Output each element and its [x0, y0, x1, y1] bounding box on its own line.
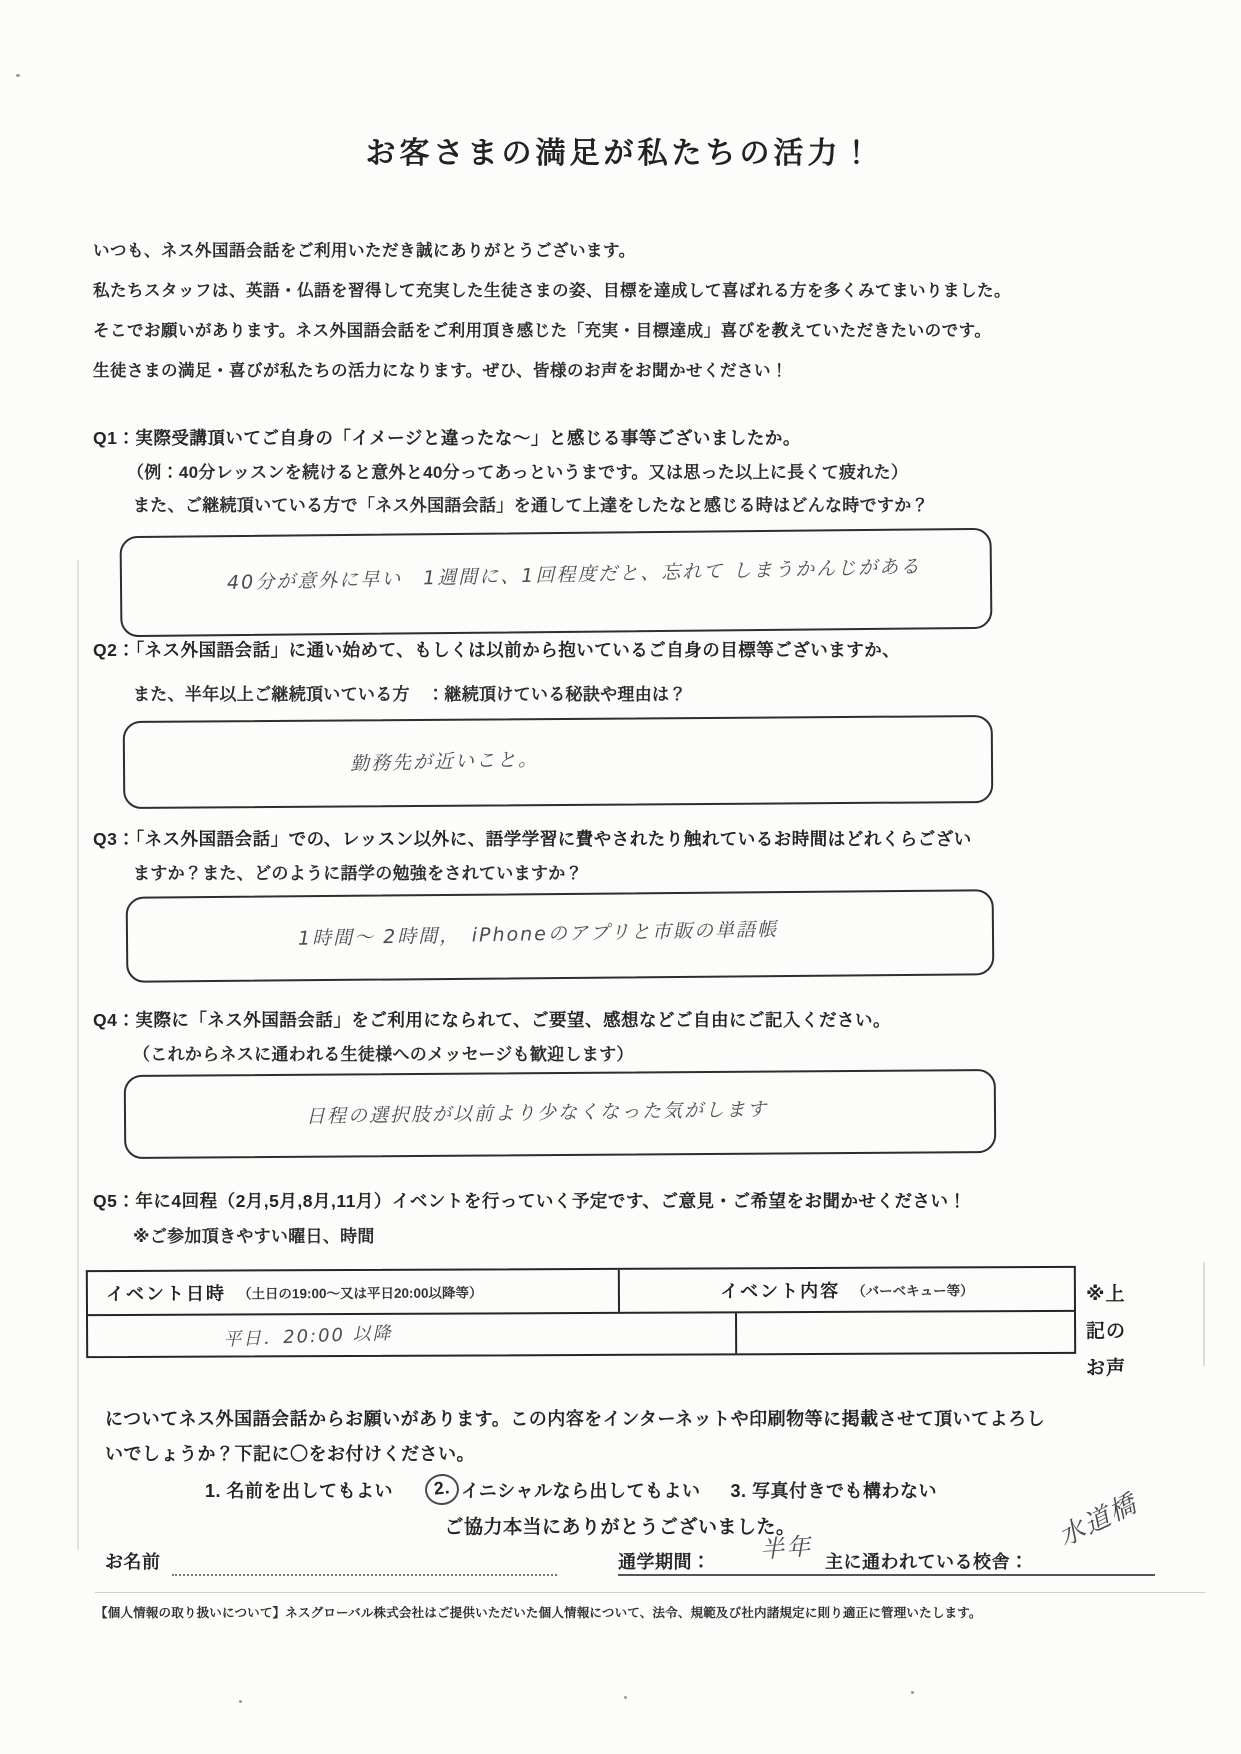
q3-answer-box	[126, 889, 995, 983]
side-note-line: ※上	[1086, 1284, 1126, 1305]
intro-line: 私たちスタッフは、英語・仏語を習得して充実した生徒さまの姿、目標を達成して喜ばれる方を多くみてまいりました。	[93, 282, 1011, 300]
period-handwritten-value: 半年	[759, 1532, 814, 1564]
scan-streak-left	[77, 560, 79, 1550]
thanks-line-wrap	[90, 1512, 1150, 1539]
q1-handwritten-answer: 40分が意外に早い 1週間に、1回程度だと、忘れて しまうかんじがある	[226, 555, 922, 595]
q1-answer-box	[120, 528, 993, 637]
page-title: お客さまの満足が私たちの活力！	[365, 137, 876, 170]
event-datetime-note: （土日の19:00～又は平日20:00以降等）	[237, 1285, 483, 1302]
consent-option-2-number: 2.	[432, 1477, 451, 1499]
scan-streak-right	[1203, 1262, 1205, 1366]
q1-example: （例：40分レッスンを続けると意外と40分ってあっというまです。又は思った以上に長くて疲れた）	[127, 463, 909, 482]
q4-answer-box	[124, 1069, 997, 1159]
consent-option-2-label: イニシャルなら出してもよい	[461, 1480, 701, 1501]
name-label: お名前	[105, 1552, 161, 1572]
event-content-header: イベント内容	[720, 1280, 841, 1302]
q2-question: Q2：「ネス外国語会話」に通い始めて、もしくは以前から抱いているご自身の目標等ございますか、	[93, 640, 901, 660]
q4-note: （これからネスに通われる生徒様へのメッセージも歓迎します）	[133, 1045, 634, 1064]
q4-handwritten-answer: 日程の選択肢が以前より少なくなった気がします	[305, 1098, 769, 1128]
event-datetime-handwritten-answer: 平日．20:00 以降	[222, 1322, 394, 1351]
q2-question-cont: また、半年以上ご継続頂いている方 ：継続頂けている秘訣や理由は？	[133, 685, 687, 704]
intro-line: 生徒さまの満足・喜びが私たちの活力になります。ぜひ、皆様のお声をお聞かせください！	[93, 362, 789, 380]
q4-question: Q4：実際に「ネス外国語会話」をご利用になられて、ご要望、感想などご自由にご記入ください。	[93, 1010, 891, 1030]
school-underline	[825, 1556, 1155, 1576]
q2-answer-box	[123, 715, 994, 809]
consent-option-3: 3. 写真付きでも構わない	[730, 1480, 937, 1501]
event-content-header-cell	[620, 1268, 1074, 1312]
scan-speck	[911, 1691, 914, 1694]
scan-speck	[16, 74, 20, 77]
q3-handwritten-answer: 1時間～ 2時間， iPhoneのアプリと市販の単語帳	[297, 918, 779, 950]
q3-question-cont: ますか？また、どのように語学の勉強をされていますか？	[133, 864, 583, 883]
consent-options	[205, 1474, 937, 1505]
side-note-line: 記の	[1086, 1321, 1127, 1342]
period-label: 通学期間：	[618, 1552, 711, 1572]
intro-line: いつも、ネス外国語会話をご利用いただき誠にありがとうございます。	[93, 242, 636, 260]
q2-handwritten-answer: 勤務先が近いこと。	[349, 748, 540, 776]
q5-note: ※ご参加頂きやすい曜日、時間	[133, 1227, 375, 1246]
privacy-note-wrap	[95, 1592, 1205, 1622]
handwritten-circle-icon	[423, 1472, 460, 1506]
name-underline	[172, 1556, 557, 1576]
consent-option-1: 1. 名前を出してもよい	[205, 1480, 394, 1501]
q1-question-cont: また、ご継続頂いている方で「ネス外国語会話」を通して上達をしたなと感じる時はどんな時ですか？	[133, 496, 929, 515]
thanks-line: ご協力本当にありがとうございました。	[444, 1517, 796, 1538]
intro-line: そこでお願いがあります。ネス外国語会話をご利用頂き感じた「充実・目標達成」喜びを教えていただきたいのです。	[93, 322, 992, 340]
school-handwritten-value: 水道橋	[1053, 1488, 1143, 1553]
event-table-header-row	[88, 1268, 1074, 1316]
q5-question: Q5：年に4回程（2月,5月,8月,11月）イベントを行っていく予定です、ご意見・ご希望をお聞かせください！	[93, 1191, 967, 1211]
scan-speck	[239, 1700, 242, 1703]
q3-question: Q3：「ネス外国語会話」での、レッスン以外に、語学学習に費やされたり触れているお時間はどれくらござい	[93, 829, 972, 849]
consent-line1: についてネス外国語会話からお願いがあります。この内容をインターネットや印刷物等に掲載させて頂いてよろし	[105, 1409, 1046, 1429]
intro-paragraph	[93, 237, 1011, 381]
event-datetime-answer-cell	[88, 1313, 737, 1356]
q1-question: Q1：実際受講頂いてご自身の「イメージと違ったな～」と感じる事等ございましたか。	[93, 428, 801, 448]
consent-line2: いでしょうか？下記に〇をお付けください。	[105, 1444, 475, 1464]
school-label: 主に通われている校舎：	[825, 1552, 1029, 1572]
event-content-answer-cell	[737, 1312, 1074, 1353]
side-note-line: お声	[1086, 1358, 1127, 1379]
event-datetime-header-cell	[88, 1270, 620, 1314]
scan-speck	[624, 1696, 627, 1699]
event-datetime-header: イベント日時	[105, 1283, 226, 1305]
consent-option-2	[423, 1474, 700, 1505]
side-note	[1086, 1276, 1126, 1387]
event-table-answer-row	[88, 1312, 1074, 1356]
privacy-note: 【個人情報の取り扱いについて】ネスグローバル株式会社はご提供いただいた個人情報について、法令、規範及び社内諸規定に則り適正に管理いたします。	[95, 1606, 982, 1620]
event-table	[86, 1266, 1076, 1358]
event-content-note: （バーベキュー等）	[852, 1283, 974, 1299]
